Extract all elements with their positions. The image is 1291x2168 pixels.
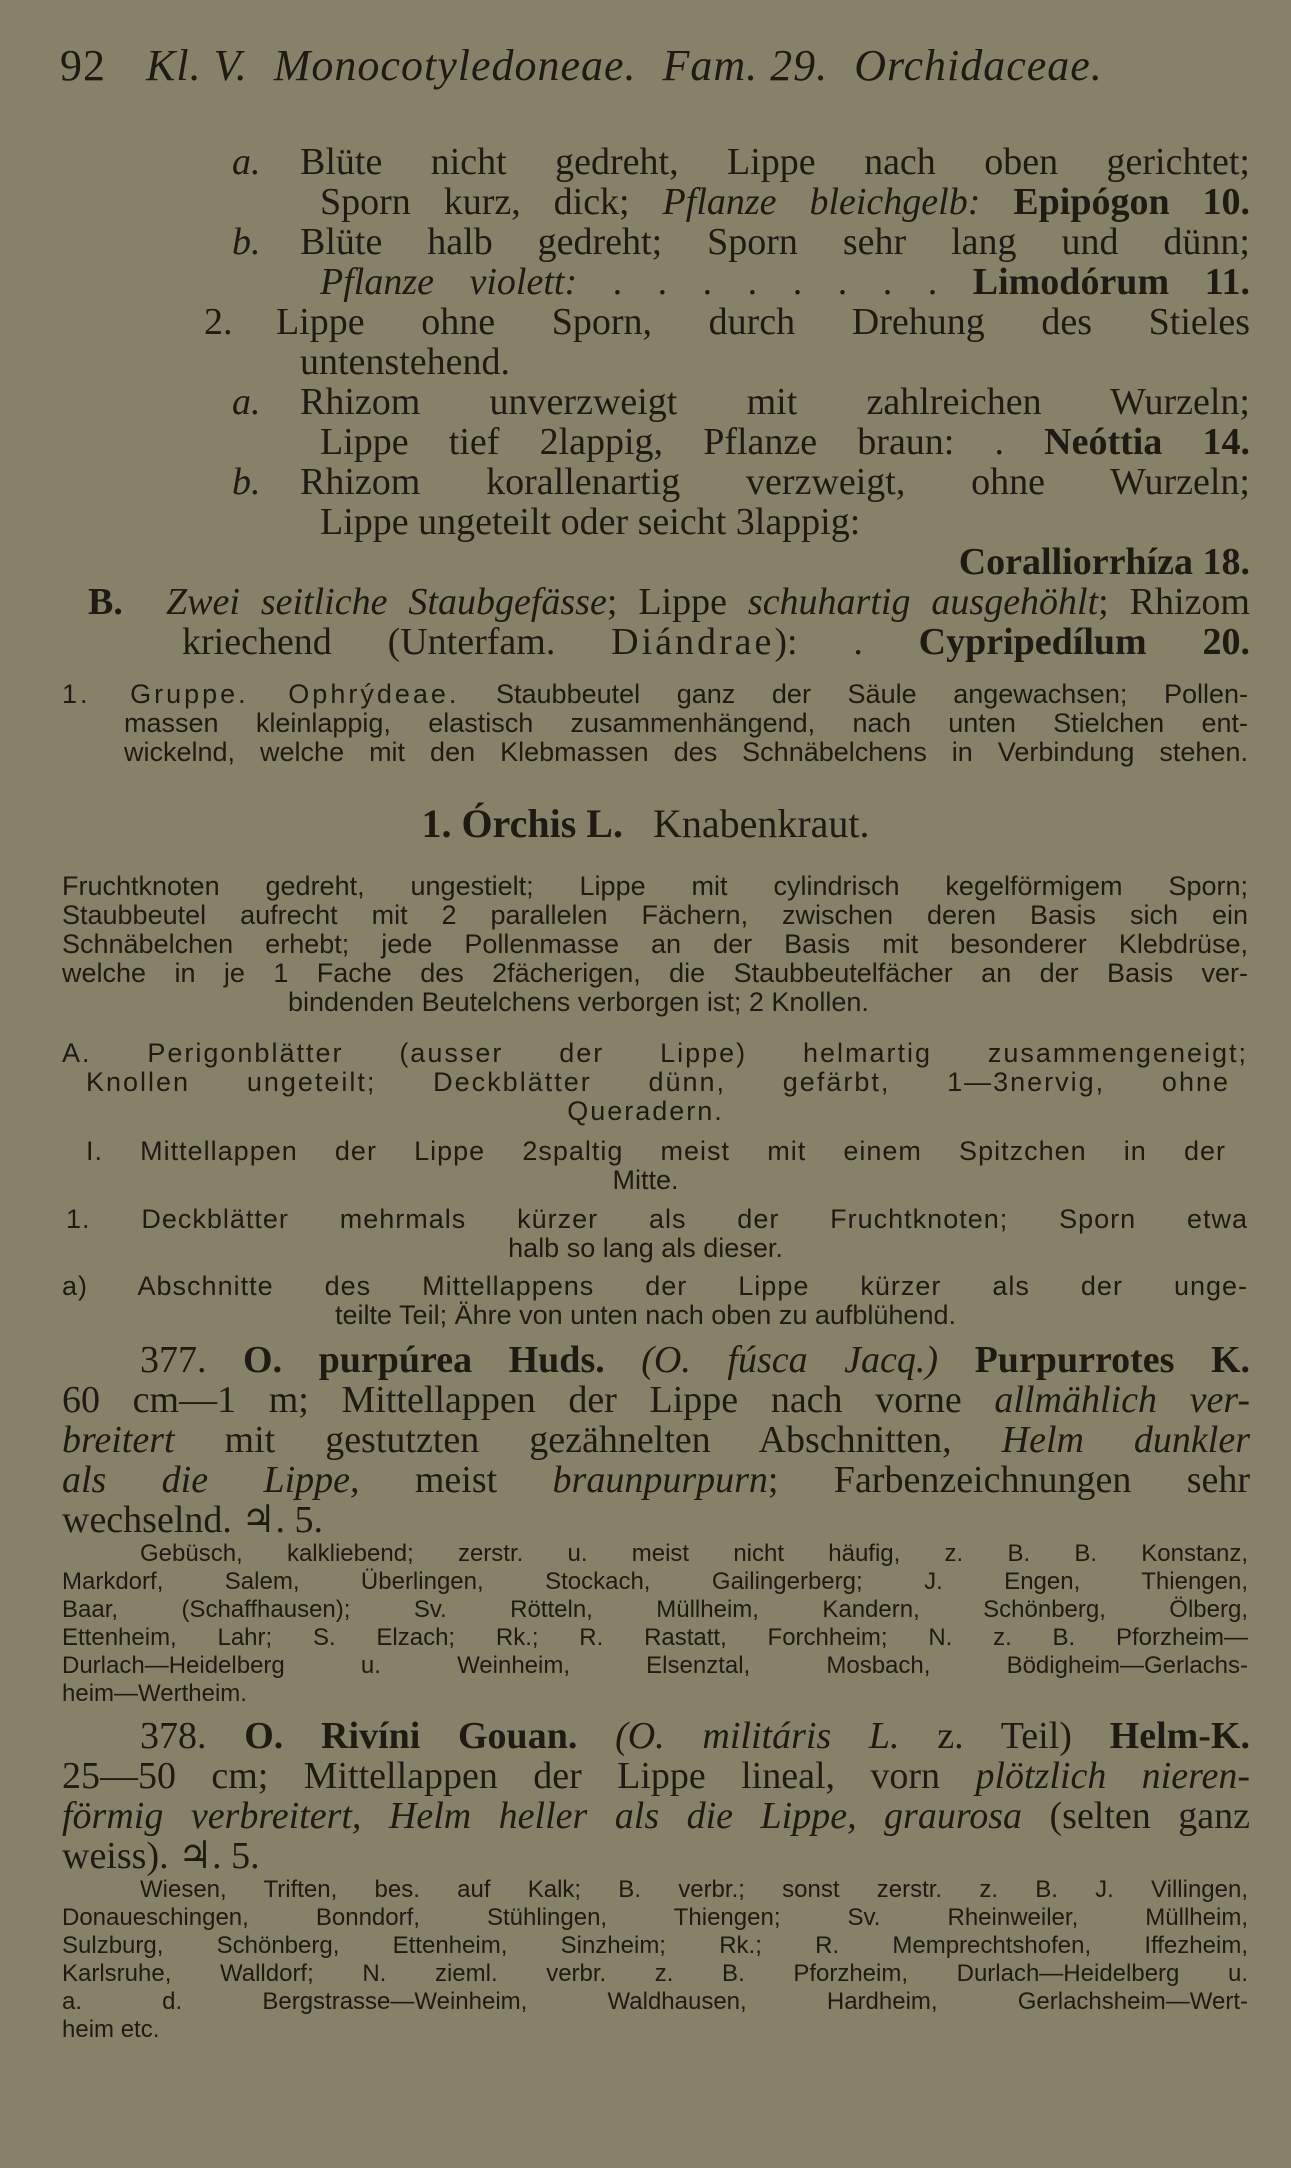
genus-corallorhiza: Coralliorrhíza 18.	[958, 541, 1250, 583]
species-377-heading: 377. O. purpúrea Huds. (O. fúsca Jacq.) Purpurrotes K.	[140, 1339, 1251, 1381]
subkey-I-line2: Mitte.	[612, 1165, 679, 1195]
key-mark-B: B.	[88, 581, 123, 623]
genus-desc-line: Fruchtknoten gedreht, ungestielt; Lippe mit cylindrisch kegelförmigem Sporn;	[62, 871, 1248, 901]
genus-title	[0, 800, 1291, 847]
genus-desc-line: bindenden Beutelchens verborgen ist; 2 Knollen.	[288, 987, 869, 1017]
genus-common-name: Knabenkraut.	[652, 801, 870, 846]
distribution-line: Baar, (Schaffhausen); Sv. Rötteln, Müllheim, Kandern, Schönberg, Ölberg,	[62, 1596, 1248, 1623]
key-mark-2: 2.	[204, 301, 233, 343]
genus-epipogon: Epipógon 10.	[1013, 181, 1251, 223]
group1-line2: massen kleinlappig, elastisch zusammenhängend, nach unten Stielchen ent-	[124, 708, 1248, 738]
key-mark-a2: a.	[232, 381, 261, 423]
running-header	[60, 40, 1103, 91]
key-2-line2: untenstehend.	[300, 341, 511, 383]
subkey-a-line1: a) Abschnitte des Mittellappens der Lippe kürzer als der unge-	[62, 1271, 1248, 1301]
header-class: Kl. V.	[146, 41, 248, 90]
key-b1-line2: Pflanze violett: . . . . . . . . Limodórum 11.	[320, 261, 1251, 303]
genus-neottia: Neóttia 14.	[1044, 421, 1250, 463]
genus-desc-line: welche in je 1 Fache des 2fächerigen, die Staubbeutelfächer an der Basis ver-	[62, 958, 1248, 988]
genus-limodorum: Limodórum 11.	[972, 261, 1251, 303]
key-2-line1: Lippe ohne Sporn, durch Drehung des Stieles	[276, 301, 1250, 343]
species-name: O. Rivíni Gouan.	[244, 1715, 578, 1757]
genus-cypripedilum: Cypripedílum 20.	[918, 621, 1250, 663]
subkey-A-line2: Knollen ungeteilt; Deckblätter dünn, gefärbt, 1—3nervig, ohne	[86, 1067, 1230, 1097]
genus-name: 1. Órchis L.	[421, 801, 623, 846]
distribution-line: Markdorf, Salem, Überlingen, Stockach, Gailingerberg; J. Engen, Thiengen,	[62, 1568, 1248, 1595]
subkey-1-line1: 1. Deckblätter mehrmals kürzer als der Fruchtknoten; Sporn etwa	[66, 1204, 1248, 1234]
subkey-A-line1: A. Perigonblätter (ausser der Lippe) helmartig zusammengeneigt;	[62, 1038, 1248, 1068]
key-mark-b1: b.	[232, 221, 261, 263]
species-378-heading: 378. O. Rivíni Gouan. (O. militáris L. z. Teil) Helm-K.	[140, 1715, 1250, 1757]
distribution-line: Ettenheim, Lahr; S. Elzach; Rk.; R. Rastatt, Forchheim; N. z. B. Pforzheim—	[62, 1624, 1248, 1651]
distribution-line: heim—Wertheim.	[62, 1680, 247, 1707]
species-377-line5: wechselnd. ♃. 5.	[62, 1499, 323, 1541]
species-378-line3: förmig verbreitert, Helm heller als die Lippe, graurosa (selten ganz	[62, 1795, 1250, 1837]
key-a1-line2: Sporn kurz, dick; Pflanze bleichgelb: Epipógon 10.	[320, 181, 1251, 223]
species-name: O. purpúrea Huds.	[243, 1339, 605, 1381]
species-377-line3: breitert mit gestutzten gezähnelten Abschnitten, Helm dunkler	[62, 1419, 1250, 1461]
distribution-line: Durlach—Heidelberg u. Weinheim, Elsenztal, Mosbach, Bödigheim—Gerlachs-	[62, 1652, 1248, 1679]
distribution-line: Karlsruhe, Walldorf; N. zieml. verbr. z. B. Pforzheim, Durlach—Heidelberg u.	[62, 1960, 1248, 1987]
species-377-line2: 60 cm—1 m; Mittellappen der Lippe nach vorne allmählich ver-	[62, 1379, 1251, 1421]
distribution-line: Gebüsch, kalkliebend; zerstr. u. meist nicht häufig, z. B. B. Konstanz,	[140, 1540, 1248, 1567]
header-family-no: Fam. 29.	[662, 41, 829, 90]
header-group: Monocotyledoneae.	[273, 41, 637, 90]
subkey-a-line2: teilte Teil; Ähre von unten nach oben zu aufblühend.	[335, 1300, 956, 1330]
group1-line1: 1. Gruppe. Ophrýdeae. Staubbeutel ganz der Säule angewachsen; Pollen-	[62, 679, 1248, 709]
page-number: 92	[60, 41, 106, 90]
species-377-line4: als die Lippe, meist braunpurpurn; Farbenzeichnungen sehr	[62, 1459, 1250, 1501]
genus-desc-line: Staubbeutel aufrecht mit 2 parallelen Fächern, zwischen deren Basis sich ein	[62, 900, 1248, 930]
distribution-line: heim etc.	[62, 2016, 160, 2043]
genus-desc-line: Schnäbelchen erhebt; jede Pollenmasse an der Basis mit besonderer Klebdrüse,	[62, 929, 1248, 959]
key-b2-line1: Rhizom korallenartig verzweigt, ohne Wurzeln;	[300, 461, 1250, 503]
distribution-line: Sulzburg, Schönberg, Ettenheim, Sinzheim; Rk.; R. Memprechtshofen, Iffezheim,	[62, 1932, 1248, 1959]
key-a2-line2: Lippe tief 2lappig, Pflanze braun: . Neóttia 14.	[320, 421, 1250, 463]
key-a2-line1: Rhizom unverzweigt mit zahlreichen Wurzeln;	[300, 381, 1250, 423]
distribution-line: a. d. Bergstrasse—Weinheim, Waldhausen, Hardheim, Gerlachsheim—Wert-	[62, 1988, 1248, 2015]
species-378-line4: weiss). ♃. 5.	[62, 1835, 260, 1877]
subkey-I-line1: I. Mittellappen der Lippe 2spaltig meist mit einem Spitzchen in der	[86, 1136, 1226, 1166]
subkey-1-line2: halb so lang als dieser.	[508, 1233, 783, 1263]
distribution-line: Donaueschingen, Bonndorf, Stühlingen, Thiengen; Sv. Rheinweiler, Müllheim,	[62, 1904, 1248, 1931]
key-B-line2: kriechend (Unterfam. Diándrae): . Cypripedílum 20.	[182, 621, 1250, 663]
key-b2-line2: Lippe ungeteilt oder seicht 3lappig:	[320, 501, 861, 543]
header-family: Orchidaceae.	[854, 41, 1103, 90]
key-mark-b2: b.	[232, 461, 261, 503]
subkey-A-line3: Queradern.	[567, 1096, 724, 1126]
key-B-line1: Zwei seitliche Staubgefässe; Lippe schuhartig ausgehöhlt; Rhizom	[166, 581, 1250, 623]
distribution-line: Wiesen, Triften, bes. auf Kalk; B. verbr.; sonst zerstr. z. B. J. Villingen,	[140, 1876, 1248, 1903]
group1-line3: wickelnd, welche mit den Klebmassen des Schnäbelchens in Verbindung stehen.	[124, 737, 1248, 767]
key-b1-line1: Blüte halb gedreht; Sporn sehr lang und dünn;	[300, 221, 1250, 263]
key-a1-line1: Blüte nicht gedreht, Lippe nach oben gerichtet;	[300, 141, 1250, 183]
species-378-line2: 25—50 cm; Mittellappen der Lippe lineal, vorn plötzlich nieren-	[62, 1755, 1251, 1797]
key-mark-a1: a.	[232, 141, 261, 183]
